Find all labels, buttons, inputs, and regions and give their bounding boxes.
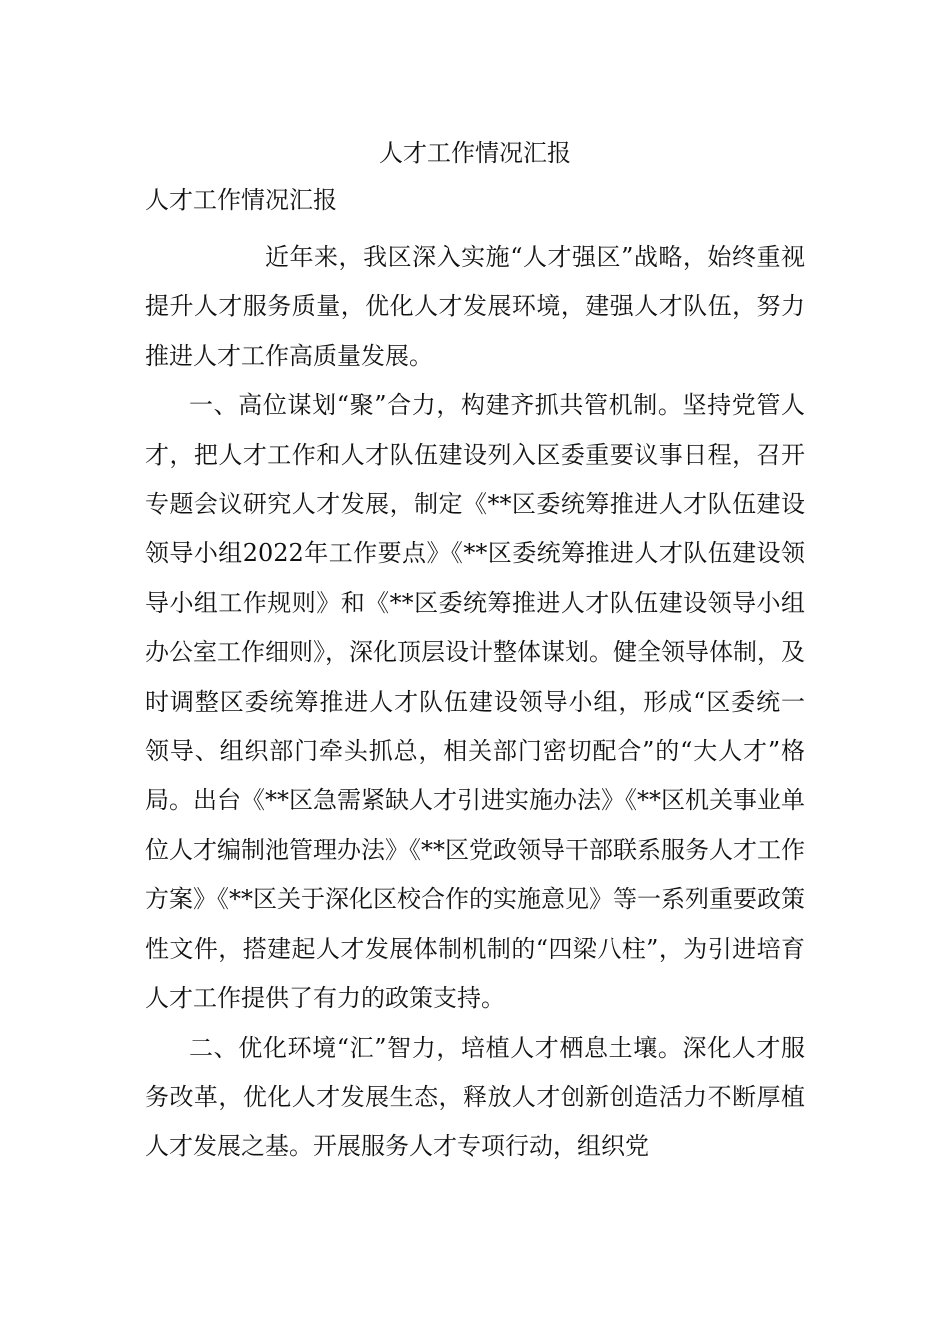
document-body xyxy=(145,233,805,1172)
paragraph-intro: 近年来，我区深入实施“人才强区”战略，始终重视提升人才服务质量，优化人才发展环境，建强人才队伍，努力推进人才工作高质量发展。 xyxy=(145,243,805,370)
document-subtitle: 人才工作情况汇报 xyxy=(145,186,337,214)
paragraph-section-one: 一、高位谋划“聚”合力，构建齐抓共管机制。坚持党管人才，把人才工作和人才队伍建设列入区委重要议事日程，召开专题会议研究人才发展，制定《**区委统筹推进人才队伍建设领导小组2022年工作要点》《**区委统筹推进人才队伍建设领导小组工作规则》和《**区委统筹推进人才队伍建设领导小组办公室工作细则》，深化顶层设计整体谋划。健全领导体制，及时调整区委统筹推进人才队伍建设领导小组，形成“区委统一领导、组织部门牵头抓总，相关部门密切配合”的“大人才”格局。出台《**区急需紧缺人才引进实施办法》《**区机关事业单位人才编制池管理办法》《**区党政领导干部联系服务人才工作方案》《**区关于深化区校合作的实施意见》等一系列重要政策性文件，搭建起人才发展体制机制的“四梁八柱”，为引进培育人才工作提供了有力的政策支持。 xyxy=(145,391,805,1013)
document-title: 人才工作情况汇报 xyxy=(379,139,571,167)
paragraph-section-two: 二、优化环境“汇”智力，培植人才栖息土壤。深化人才服务改革，优化人才发展生态，释放人才创新创造活力不断厚植人才发展之基。开展服务人才专项行动，组织党 xyxy=(145,1033,805,1161)
